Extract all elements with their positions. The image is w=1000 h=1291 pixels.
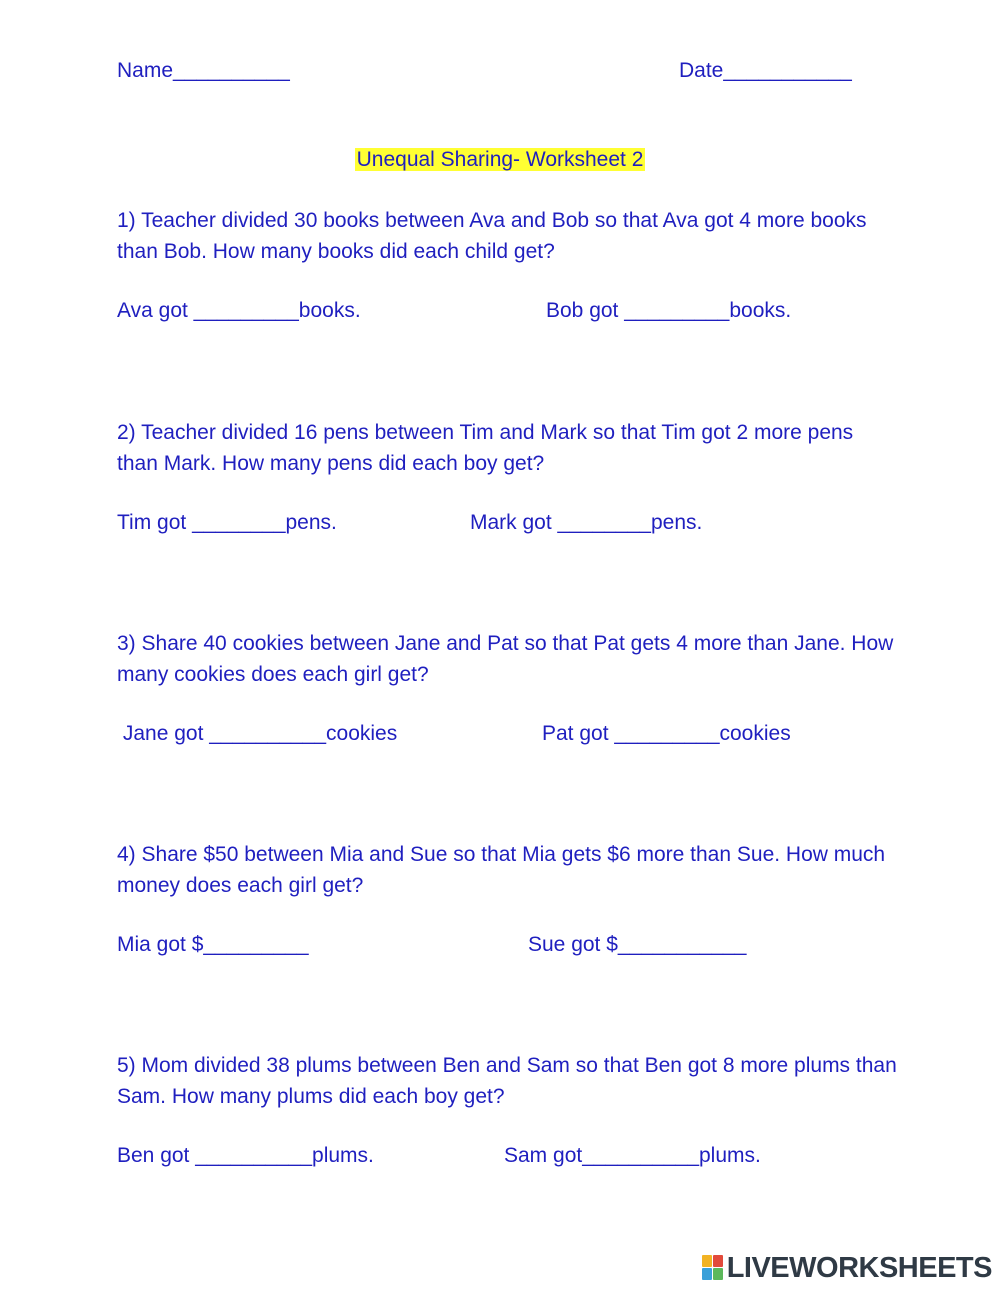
name-field-label: Name__________ (117, 59, 290, 82)
question-3-answer-jane[interactable]: Jane got __________cookies (117, 722, 398, 745)
question-4-answer-sue[interactable]: Sue got $___________ (528, 933, 747, 956)
liveworksheets-logo-text: LIVEWORKSHEETS (726, 1251, 992, 1284)
worksheet-title (0, 146, 1000, 174)
question-1-answer-ava[interactable]: Ava got _________books. (117, 299, 361, 322)
liveworksheets-cube-icon (702, 1255, 724, 1281)
liveworksheets-logo (702, 1251, 992, 1285)
question-5-answer-sam[interactable]: Sam got__________plums. (504, 1144, 761, 1167)
question-5-answer-ben[interactable]: Ben got __________plums. (117, 1144, 374, 1167)
question-4-text: 4) Share $50 between Mia and Sue so that Mia gets $6 more than Sue. How much money does each girl get? (117, 843, 886, 897)
question-1-text: 1) Teacher divided 30 books between Ava and Bob so that Ava got 4 more books than Bob. How many books did each child get? (117, 209, 867, 263)
question-3-text: 3) Share 40 cookies between Jane and Pat so that Pat gets 4 more than Jane. How many cookies does each girl get? (117, 632, 894, 686)
date-field-label: Date___________ (679, 59, 852, 82)
question-4-answer-mia[interactable]: Mia got $_________ (117, 933, 309, 956)
question-2-text: 2) Teacher divided 16 pens between Tim and Mark so that Tim got 2 more pens than Mark. How many pens did each boy get? (117, 421, 854, 475)
question-1-answer-bob[interactable]: Bob got _________books. (546, 299, 792, 322)
question-2-answer-tim[interactable]: Tim got ________pens. (117, 511, 337, 534)
question-2-answer-mark[interactable]: Mark got ________pens. (470, 511, 703, 534)
question-5-text: 5) Mom divided 38 plums between Ben and Sam so that Ben got 8 more plums than Sam. How many plums did each boy get? (117, 1054, 897, 1108)
worksheet-title-text: Unequal Sharing- Worksheet 2 (356, 148, 644, 171)
question-3-answer-pat[interactable]: Pat got _________cookies (542, 722, 791, 745)
